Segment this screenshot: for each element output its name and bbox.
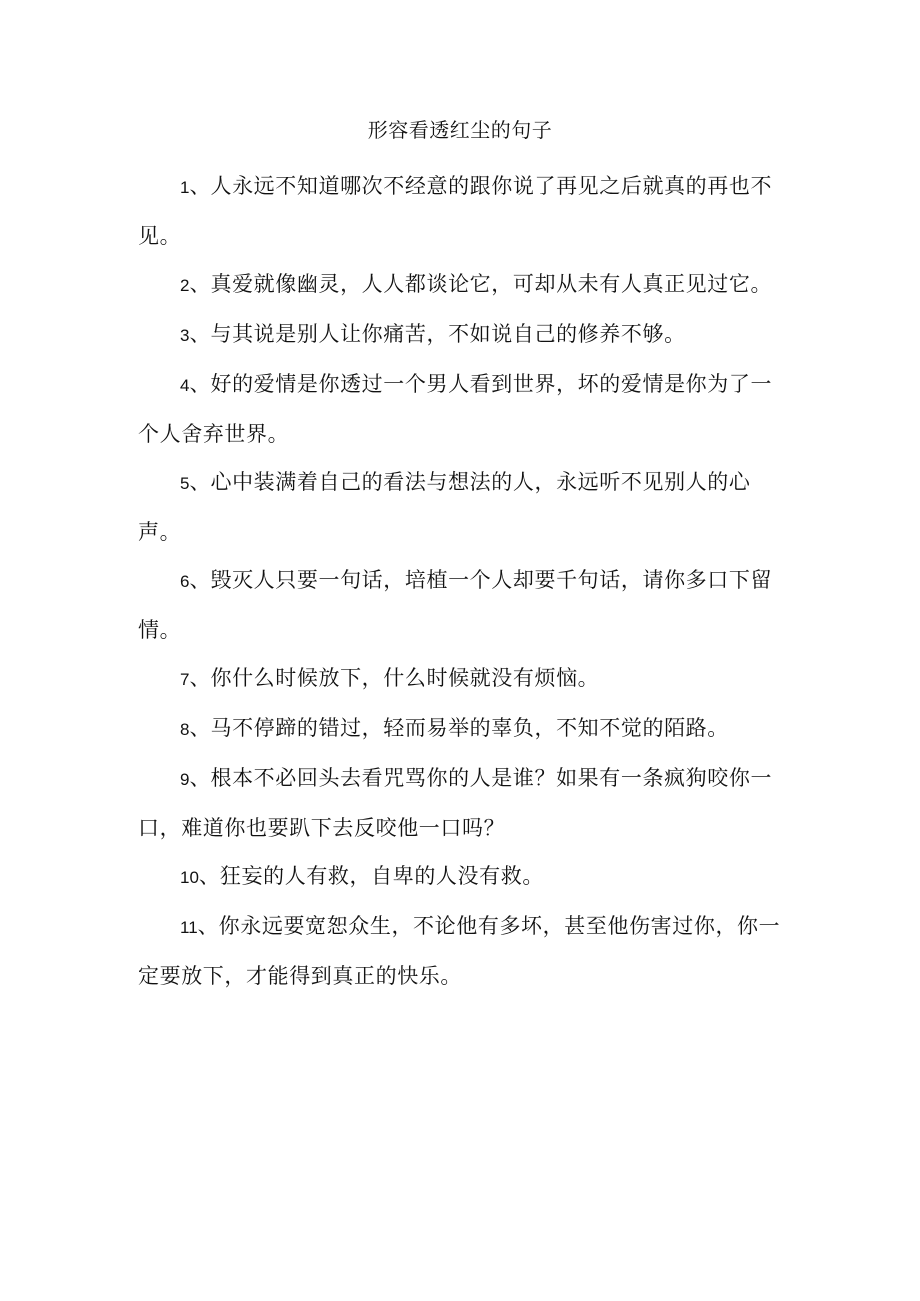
item-number: 5 bbox=[180, 474, 190, 493]
list-item bbox=[138, 260, 788, 310]
document-title: 形容看透红尘的句子 bbox=[367, 118, 553, 142]
list-item bbox=[138, 704, 788, 754]
item-text: 根本不必回头去看咒骂你的人是谁？如果有一条疯狗咬你一口，难道你也要趴下去反咬他一口吗？ bbox=[138, 766, 773, 840]
list-item bbox=[138, 162, 788, 260]
item-number: 2 bbox=[180, 276, 190, 295]
list-item bbox=[138, 310, 788, 360]
item-separator: 、 bbox=[189, 272, 211, 296]
item-number: 1 bbox=[180, 178, 190, 197]
item-separator: 、 bbox=[189, 470, 211, 494]
item-text: 马不停蹄的错过，轻而易举的辜负，不知不觉的陌路。 bbox=[210, 716, 729, 740]
item-separator: 、 bbox=[197, 914, 219, 938]
item-separator: 、 bbox=[189, 568, 211, 592]
item-number: 10 bbox=[180, 868, 199, 887]
item-text: 你什么时候放下，什么时候就没有烦恼。 bbox=[210, 666, 600, 690]
item-text: 真爱就像幽灵，人人都谈论它，可却从未有人真正见过它。 bbox=[210, 272, 773, 296]
item-number: 4 bbox=[180, 376, 190, 395]
item-text: 你永远要宽恕众生，不论他有多坏，甚至他伤害过你，你一定要放下，才能得到真正的快乐。 bbox=[138, 914, 781, 988]
item-number: 7 bbox=[180, 670, 190, 689]
item-text: 好的爱情是你透过一个男人看到世界，坏的爱情是你为了一个人舍弃世界。 bbox=[138, 372, 773, 446]
item-separator: 、 bbox=[189, 716, 211, 740]
list-item bbox=[138, 556, 788, 654]
list-item bbox=[138, 654, 788, 704]
item-separator: 、 bbox=[189, 322, 211, 346]
list-item bbox=[138, 360, 788, 458]
item-number: 9 bbox=[180, 770, 190, 789]
item-separator: 、 bbox=[189, 766, 211, 790]
quote-list bbox=[138, 162, 788, 1000]
list-item bbox=[138, 852, 788, 902]
item-text: 狂妄的人有救，自卑的人没有救。 bbox=[219, 864, 544, 888]
item-number: 11 bbox=[180, 918, 198, 937]
item-separator: 、 bbox=[198, 864, 220, 888]
item-number: 3 bbox=[180, 326, 190, 345]
item-separator: 、 bbox=[189, 372, 211, 396]
item-number: 8 bbox=[180, 720, 190, 739]
list-item bbox=[138, 458, 788, 556]
item-number: 6 bbox=[180, 572, 190, 591]
item-text: 人永远不知道哪次不经意的跟你说了再见之后就真的再也不见。 bbox=[138, 174, 773, 248]
list-item bbox=[138, 902, 788, 1000]
item-separator: 、 bbox=[189, 666, 211, 690]
list-item bbox=[138, 754, 788, 852]
item-separator: 、 bbox=[189, 174, 211, 198]
item-text: 心中装满着自己的看法与想法的人，永远听不见别人的心声。 bbox=[138, 470, 751, 544]
item-text: 与其说是别人让你痛苦，不如说自己的修养不够。 bbox=[210, 322, 686, 346]
item-text: 毁灭人只要一句话，培植一个人却要千句话，请你多口下留情。 bbox=[138, 568, 773, 642]
